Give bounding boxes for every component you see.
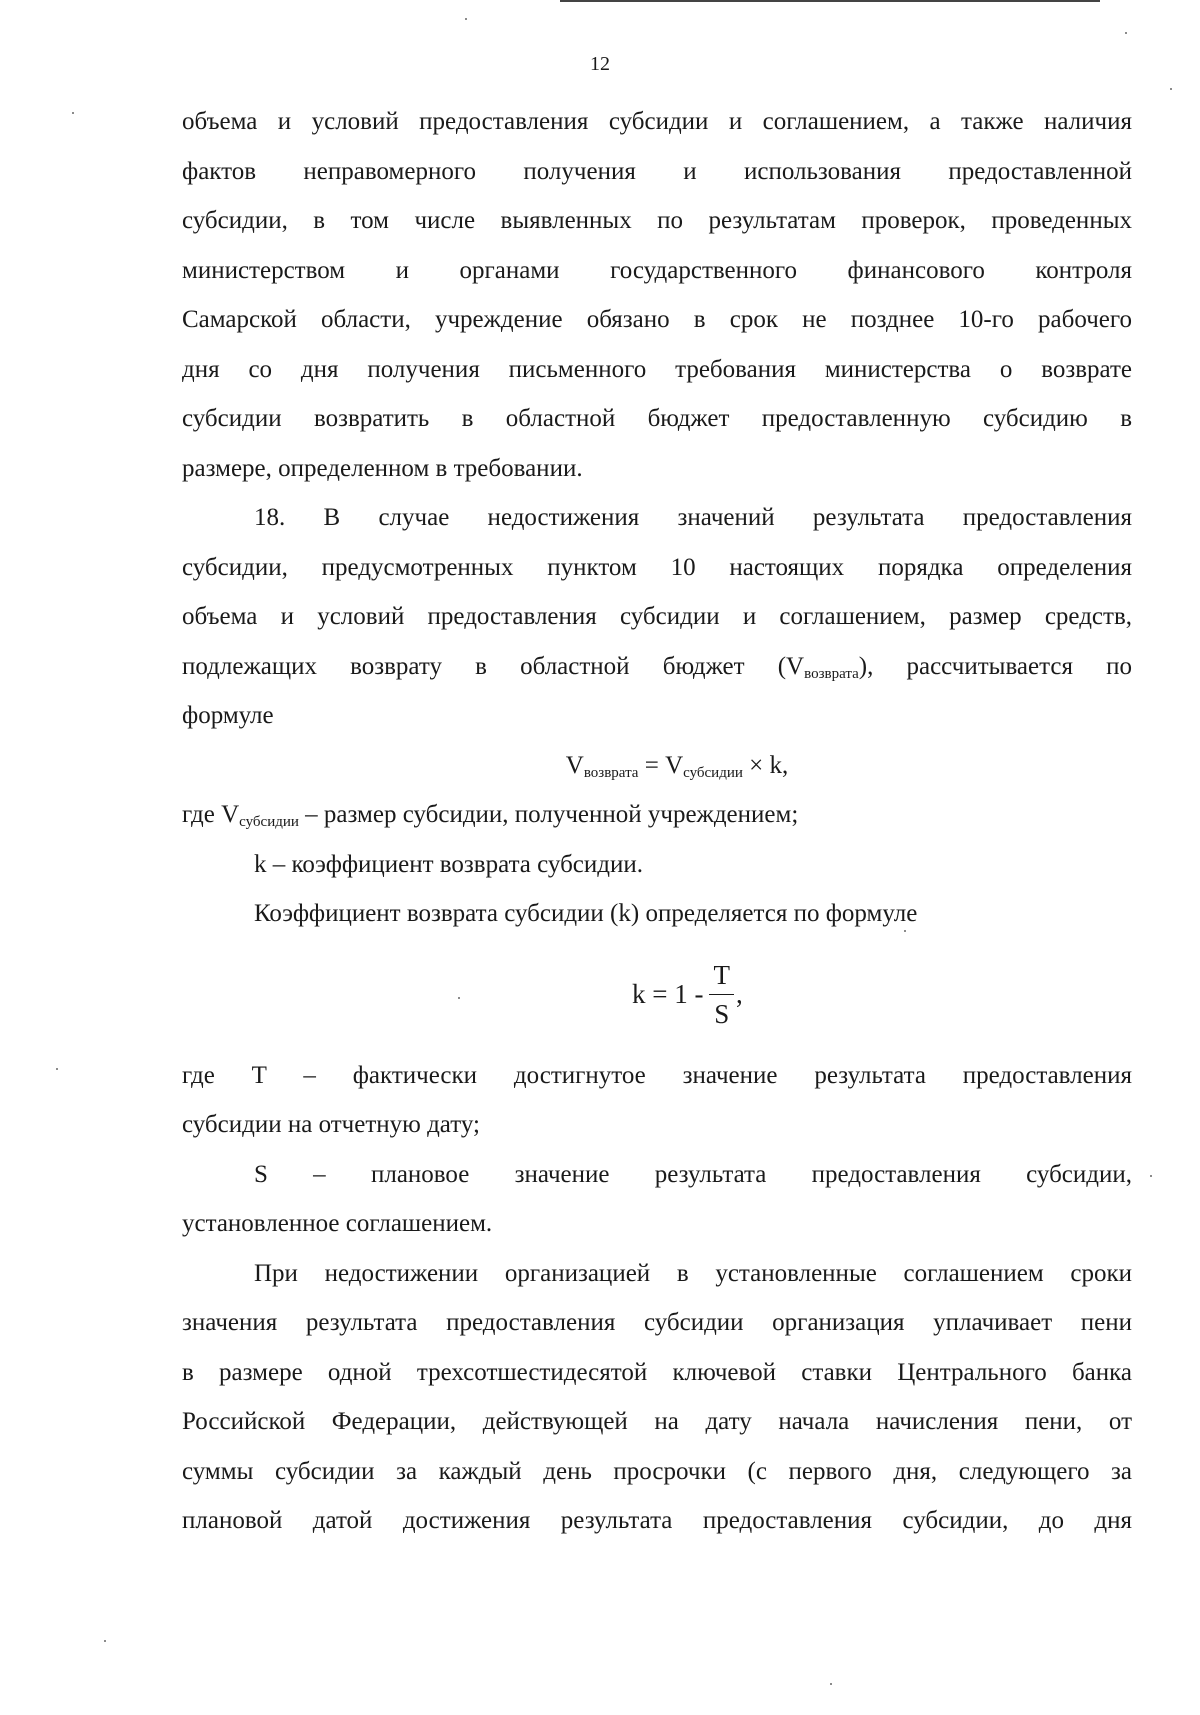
text-line: субсидии на отчетную дату; <box>182 1111 480 1138</box>
scan-speck <box>1125 32 1127 34</box>
paragraph-clause-18 <box>182 493 1132 741</box>
scan-speck <box>56 1068 58 1070</box>
page-number: 12 <box>590 53 610 75</box>
text-line: где T – фактически достигнутое значение результата предоставления <box>182 1061 1132 1089</box>
formula-lhs: k = 1 - <box>632 978 704 1009</box>
fraction-numerator: T <box>709 958 734 995</box>
text-line: Коэффициент возврата субсидии (k) определяется по формуле <box>254 900 918 927</box>
scan-speck <box>1150 1175 1152 1177</box>
paragraph-refund-requirement <box>182 97 1132 493</box>
formula-refund-amount: $V_{возврата} = V_{субсидии} \times k$, <box>565 751 789 781</box>
text-line: При недостижении организацией в установленные соглашением сроки <box>254 1259 1132 1287</box>
text-line: Российской Федерации, действующей на дату начала начисления пени, от <box>182 1408 1132 1435</box>
text-line: подлежащих возврату в областной бюджет $(V_{возврата})$, рассчитывается по <box>182 652 1132 682</box>
text-line: размере, определенном в требовании. <box>182 454 583 482</box>
text-line: где $V_{субсидии}$ – размер субсидии, полученной учреждением; <box>182 801 799 830</box>
scan-speck <box>1170 88 1172 90</box>
fraction <box>709 958 734 1031</box>
text-line: фактов неправомерного получения и использования предоставленной <box>182 157 1132 185</box>
text-line: 18. В случае недостижения значений результата предоставления <box>254 504 1132 531</box>
formula-refund-coefficient: k = 1 - $\frac{T}{S}$ , <box>632 960 743 1029</box>
text-line: плановой датой достижения результата предоставления субсидии, до дня <box>182 1507 1132 1534</box>
subscript: субсидии <box>683 764 743 781</box>
text-line: объема и условий предоставления субсидии и соглашением, размер средств, <box>182 603 1132 630</box>
subscript: возврата <box>583 764 639 781</box>
fraction-denominator: S <box>714 999 730 1029</box>
text-line: в размере одной трехсотшестидесятой ключевой ставки Центрального банка <box>182 1358 1132 1386</box>
text-line: объема и условий предоставления субсидии и соглашением, а также наличия <box>182 108 1132 135</box>
text-line: Самарской области, учреждение обязано в срок не позднее 10-го рабочего <box>182 306 1132 333</box>
text-line: S – плановое значение результата предоставления субсидии, <box>254 1160 1132 1188</box>
document-body <box>182 97 1132 1546</box>
text-line: k – коэффициент возврата субсидии. <box>254 850 644 878</box>
subscript: возврата <box>804 665 859 682</box>
text-line: установленное соглашением. <box>182 1210 493 1237</box>
paragraph-s-definition <box>182 1150 1132 1249</box>
subscript: субсидии <box>239 814 299 830</box>
scan-speck <box>72 112 74 114</box>
text-line: субсидии, предусмотренных пунктом 10 настоящих порядка определения <box>182 553 1132 581</box>
paragraph-penalty <box>182 1249 1132 1546</box>
scan-speck <box>104 1640 106 1642</box>
text-line: субсидии возвратить в областной бюджет предоставленную субсидию в <box>182 405 1132 432</box>
text-line: дня со дня получения письменного требования министерства о возврате <box>182 355 1132 383</box>
scan-speck <box>465 18 467 20</box>
scan-artifact-line <box>560 0 1100 2</box>
text-line: субсидии, в том числе выявленных по результатам проверок, проведенных <box>182 207 1132 234</box>
text-line: министерством и органами государственного финансового контроля <box>182 256 1132 284</box>
text-line: значения результата предоставления субсидии организация уплачивает пени <box>182 1309 1132 1336</box>
text-line: суммы субсидии за каждый день просрочки (с первого дня, следующего за <box>182 1457 1132 1485</box>
text-line: формуле <box>182 702 274 729</box>
formula-variable-definitions <box>182 790 1132 939</box>
scan-speck <box>830 1683 832 1685</box>
paragraph-t-definition <box>182 1051 1132 1150</box>
